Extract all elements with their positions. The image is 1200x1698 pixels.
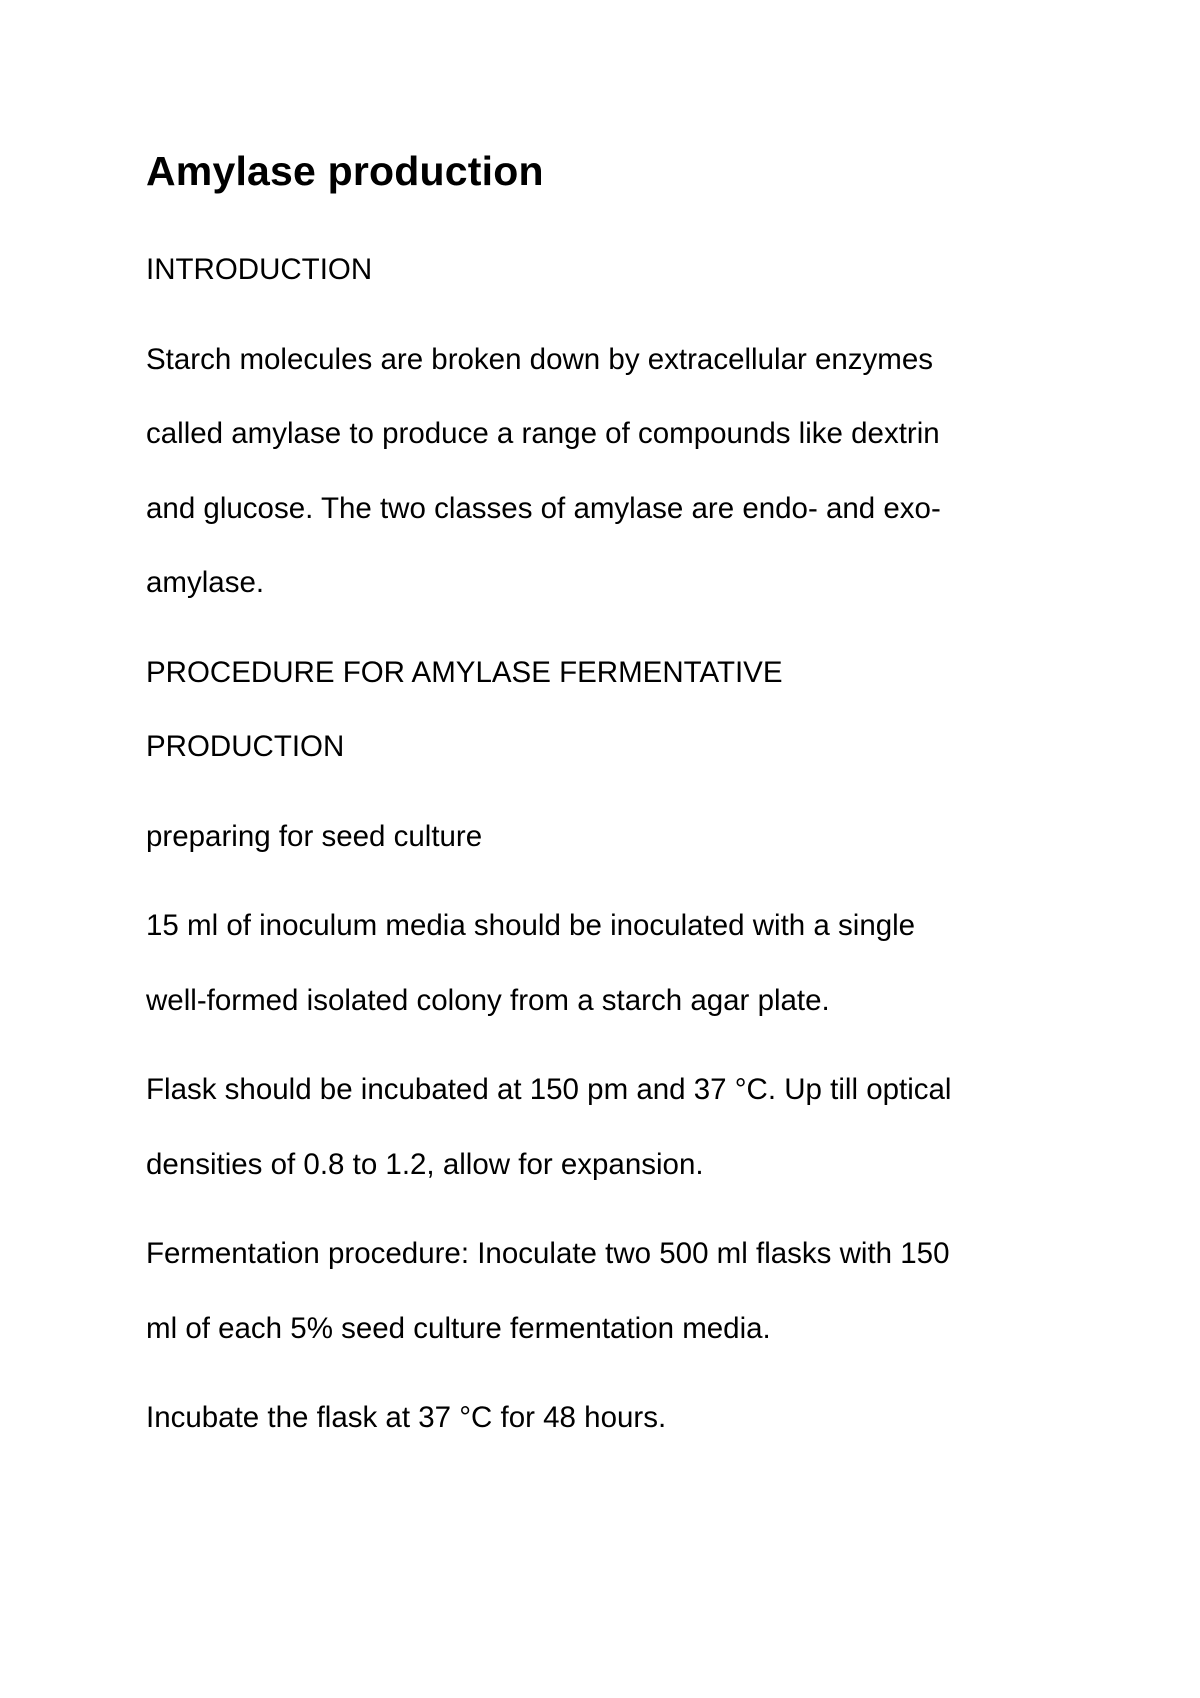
final-incubation-paragraph <box>146 1381 1046 1456</box>
document-body <box>146 142 1046 1456</box>
spacer <box>146 874 1046 889</box>
text-line: INTRODUCTION <box>146 253 373 286</box>
text-line: amylase. <box>146 566 265 599</box>
text-line: Fermentation procedure: Inoculate two 500 ml flasks with 150 <box>146 1237 950 1270</box>
spacer <box>146 1038 1046 1053</box>
spacer <box>146 785 1046 800</box>
incubation-step-paragraph <box>146 1053 1046 1202</box>
text-line: Flask should be incubated at 150 pm and 37 °C. Up till optical <box>146 1073 952 1106</box>
text-line: and glucose. The two classes of amylase are endo- and exo- <box>146 491 941 525</box>
spacer <box>146 1202 1046 1217</box>
intro-paragraph <box>146 323 1046 621</box>
page-title: Amylase production <box>146 148 544 194</box>
text-line: well-formed isolated colony from a starch agar plate. <box>146 983 830 1017</box>
spacer <box>146 1366 1046 1381</box>
text-line: densities of 0.8 to 1.2, allow for expansion. <box>146 1147 704 1181</box>
text-line: 15 ml of inoculum media should be inoculated with a single <box>146 909 916 942</box>
intro-heading <box>146 233 1046 308</box>
text-line: PROCEDURE FOR AMYLASE FERMENTATIVE <box>146 655 783 689</box>
text-line: called amylase to produce a range of compounds like dextrin <box>146 417 940 450</box>
text-line: ml of each 5% seed culture fermentation media. <box>146 1311 771 1345</box>
text-line: Incubate the flask at 37 °C for 48 hours. <box>146 1401 667 1434</box>
spacer <box>146 308 1046 323</box>
fermentation-step-paragraph <box>146 1217 1046 1366</box>
text-line: Starch molecules are broken down by extracellular enzymes <box>146 342 934 376</box>
spacer <box>146 621 1046 636</box>
text-line: preparing for seed culture <box>146 819 483 853</box>
spacer <box>146 200 1046 233</box>
procedure-heading <box>146 636 1046 785</box>
inoculum-step-paragraph <box>146 889 1046 1038</box>
seed-culture-heading <box>146 800 1046 875</box>
text-line: PRODUCTION <box>146 730 345 763</box>
